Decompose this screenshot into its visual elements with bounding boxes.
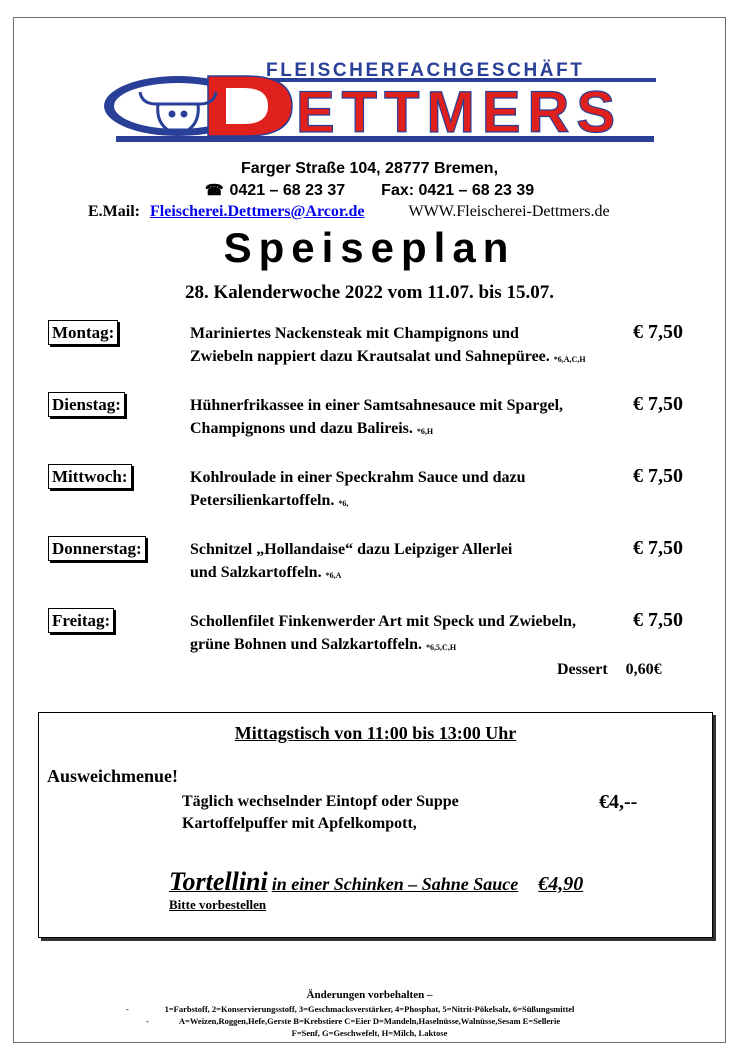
email-label: E.Mail: [88, 203, 140, 220]
dish-line-text: Zwiebeln nappiert dazu Krautsalat und Sahnepüree. [190, 348, 550, 365]
dish-description [190, 466, 525, 515]
allergen-codes: *6,A [325, 571, 342, 580]
dish-price: € 7,50 [633, 537, 683, 559]
footer-dash: - [126, 1004, 129, 1014]
dish-line [190, 417, 563, 443]
dish-line-text: grüne Bohnen und Salzkartoffeln. [190, 636, 423, 653]
dish-line [190, 489, 525, 515]
alt-menu-line: Kartoffelpuffer mit Apfelkompott, [182, 815, 417, 832]
day-label: Montag: [48, 320, 118, 345]
telephone-icon: ☎ [204, 182, 224, 199]
fax-number: Fax: 0421 – 68 23 39 [381, 182, 535, 199]
dish-line [190, 561, 512, 587]
dish-price: € 7,50 [633, 609, 683, 631]
dish-line: Schollenfilet Finkenwerder Art mit Speck und Zwiebeln, [190, 613, 576, 630]
dish-description [190, 538, 512, 587]
phone-number: 0421 – 68 23 37 [229, 182, 346, 199]
dish-price: € 7,50 [633, 321, 683, 343]
dessert-row [557, 661, 662, 679]
day-label: Donnerstag: [48, 536, 146, 561]
svg-text:ETTMERS: ETTMERS [296, 80, 623, 145]
dish-line: Mariniertes Nackensteak mit Champignons und [190, 325, 519, 342]
dessert-label: Dessert [557, 661, 608, 678]
dish-line: Schnitzel „Hollandaise“ dazu Leipziger Allerlei [190, 541, 513, 558]
alt-menu-heading: Ausweichmenue! [47, 766, 178, 786]
dish-description [190, 610, 576, 659]
allergen-codes: *6,A,C,H [553, 355, 586, 364]
dish-line [190, 345, 586, 371]
company-logo [96, 62, 656, 146]
tortellini-offer [169, 867, 583, 897]
day-label: Dienstag: [48, 392, 125, 417]
alt-menu-price: €4,-- [599, 791, 638, 813]
tortellini-name: Tortellini [169, 867, 268, 896]
footer-dash: - [146, 1016, 149, 1026]
street-address: Farger Straße 104, 28777 Bremen, [240, 160, 499, 177]
footer-additives: 1=Farbstoff, 2=Konservierungsstoff, 3=Geschmacksverstärker, 4=Phosphat, 5=Nitrit-Pökelsalz, 6=Süßungsmittel [164, 1004, 575, 1014]
website-text: WWW.Fleischerei-Dettmers.de [408, 203, 610, 220]
dessert-price: 0,60€ [625, 661, 662, 678]
dish-line [190, 633, 576, 659]
email-row [88, 203, 610, 221]
footer-allergens: A=Weizen,Roggen,Hefe,Gerste B=Krebstiere C=Eier D=Mandeln,Haselnüsse,Walnüsse,Sesam E=Sellerie [178, 1016, 561, 1026]
email-link[interactable]: Fleischerei.Dettmers@Arcor.de [150, 203, 365, 220]
page-title: Speiseplan [223, 224, 516, 271]
dish-line: Hühnerfrikassee in einer Samtsahnesauce mit Spargel, [190, 397, 564, 414]
day-label: Freitag: [48, 608, 114, 633]
contact-row [0, 181, 739, 200]
footer-allergens-2: F=Senf, G=Geschwefelt, H=Milch, Laktose [291, 1028, 448, 1038]
logo-subtitle: FLEISCHERFACHGESCHÄFT [266, 60, 585, 81]
dish-line-text: und Salzkartoffeln. [190, 564, 322, 581]
lunch-title: Mittagstisch von 11:00 bis 13:00 Uhr [234, 723, 517, 743]
preorder-note: Bitte vorbestellen [169, 897, 267, 912]
day-label: Mittwoch: [48, 464, 132, 489]
dish-description [190, 322, 586, 371]
dish-price: € 7,50 [633, 393, 683, 415]
dish-line-text: Champignons und dazu Balireis. [190, 420, 413, 437]
allergen-codes: *6,H [416, 427, 434, 436]
alt-menu-line: Täglich wechselnder Eintopf oder Suppe [182, 793, 459, 810]
week-subtitle: 28. Kalenderwoche 2022 vom 11.07. bis 15.07. [185, 282, 554, 303]
allergen-codes: *6,5,C,H [426, 643, 457, 652]
dish-price: € 7,50 [633, 465, 683, 487]
tortellini-price: €4,90 [538, 873, 584, 895]
dish-line: Kohlroulade in einer Speckrahm Sauce und dazu [190, 469, 526, 486]
dish-description [190, 394, 563, 443]
logo-letters [96, 62, 656, 146]
tortellini-desc: in einer Schinken – Sahne Sauce [271, 874, 519, 894]
footer-heading: Änderungen vorbehalten – [306, 989, 433, 1001]
allergen-codes: *6, [338, 499, 349, 508]
lunch-box [38, 712, 713, 938]
dish-line-text: Petersilienkartoffeln. [190, 492, 335, 509]
